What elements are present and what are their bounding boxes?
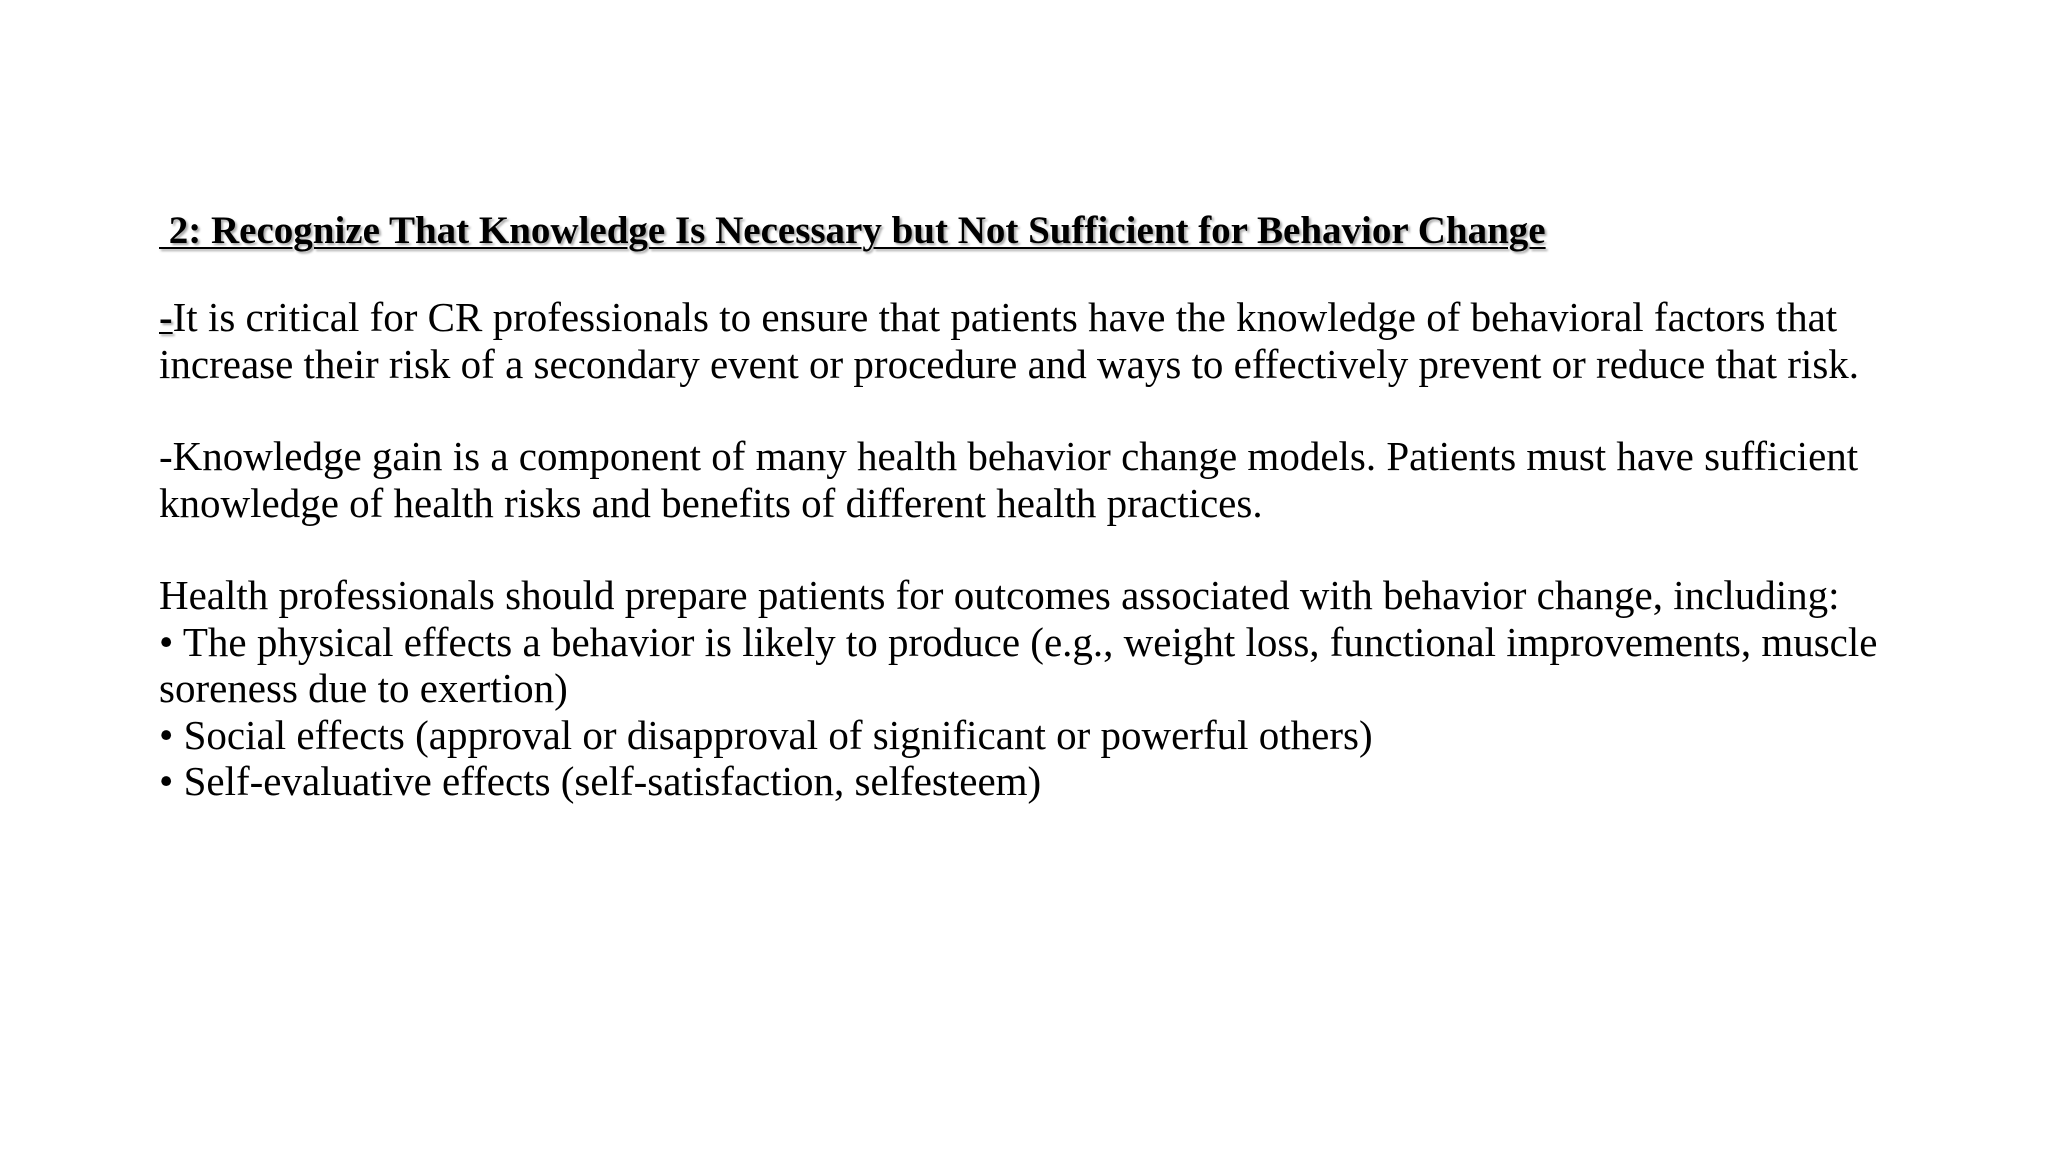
bullet-physical-effects: • The physical effects a behavior is likely to produce (e.g., weight loss, functional improvements, muscle soreness due to exertion) — [159, 618, 1878, 711]
bullet-social-effects: • Social effects (approval or disapproval of significant or powerful others) — [159, 711, 1373, 758]
slide-content — [159, 206, 1899, 805]
outcomes-intro: Health professionals should prepare patients for outcomes associated with behavior change, including: — [159, 572, 1840, 618]
bullet-self-evaluative-effects: • Self-evaluative effects (self-satisfaction, selfesteem) — [159, 758, 1042, 804]
paragraph-knowledge-critical-text: It is critical for CR professionals to ensure that patients have the knowledge of behavioral factors that increase their risk of a secondary event or procedure and ways to effectively prevent or reduce that risk. — [159, 294, 1860, 387]
paragraph-knowledge-gain: -Knowledge gain is a component of many health behavior change models. Patients must have sufficient knowledge of health risks and benefits of different health practices. — [159, 433, 1859, 526]
bold-dash-marker: - — [159, 294, 173, 340]
paragraph-knowledge-critical — [159, 294, 1899, 387]
slide-title: 2: Recognize That Knowledge Is Necessary but Not Sufficient for Behavior Change — [159, 209, 1546, 252]
paragraph-outcomes — [159, 572, 1899, 805]
